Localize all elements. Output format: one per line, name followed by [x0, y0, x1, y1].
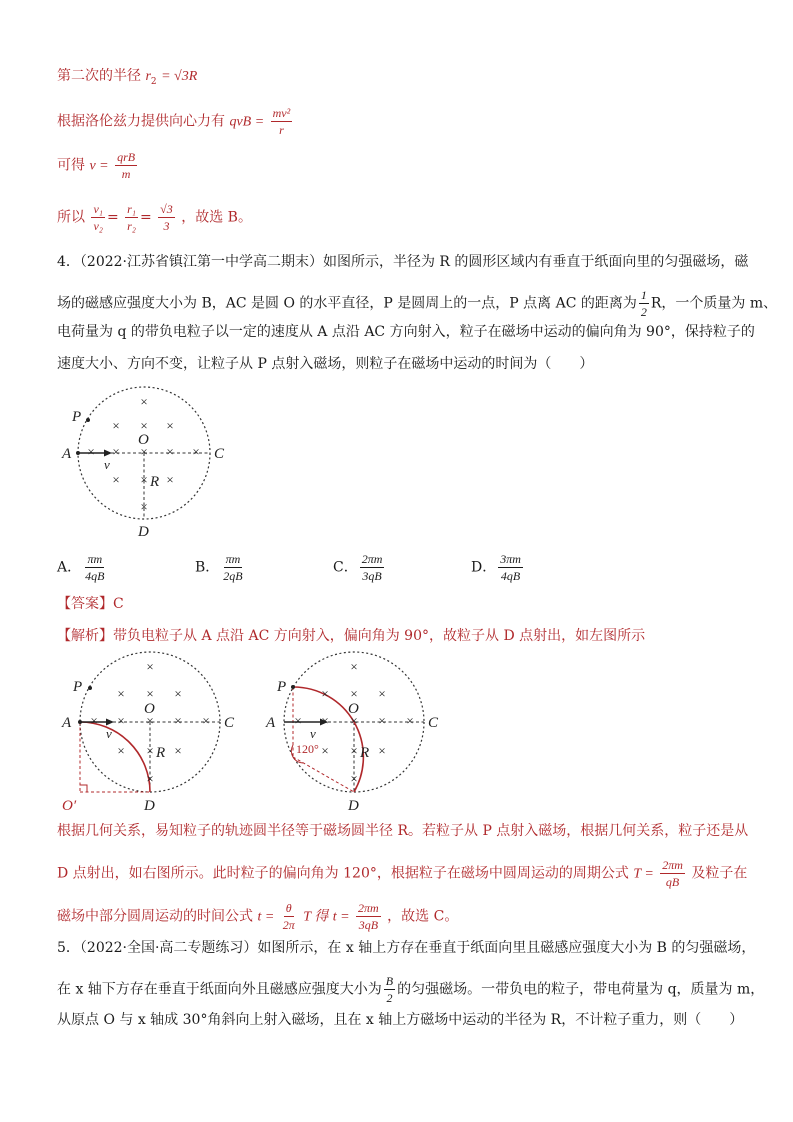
denominator: r₂ [127, 219, 136, 233]
cross: × [117, 685, 125, 701]
formula-lhs: t = [332, 909, 350, 925]
cross: × [112, 417, 120, 433]
label-A: A [62, 446, 72, 462]
option-A[interactable] [57, 552, 108, 583]
numerator: θ [285, 901, 292, 915]
fraction [91, 202, 105, 233]
cross: × [146, 685, 154, 701]
fraction [83, 552, 106, 583]
denominator: 3 [163, 219, 170, 233]
fraction [281, 901, 297, 932]
label-R: R [360, 745, 370, 761]
cross: × [350, 712, 358, 728]
label-C: C [428, 715, 439, 731]
cross: × [140, 393, 148, 409]
q4-text: 场的磁感应强度大小为 B，AC 是圆 O 的水平直径，P 是圆周上的一点，P 点离 AC 的距离为 [57, 295, 637, 312]
denominator: m [121, 167, 131, 181]
denominator: 2π [282, 918, 295, 932]
solution-figure-right [262, 652, 447, 837]
label-A: A [62, 715, 72, 731]
right-angle-mark [80, 785, 87, 792]
denominator: 3qB [362, 569, 382, 583]
fraction [125, 202, 138, 233]
trajectory-arc [80, 722, 150, 792]
sol3-line2 [57, 106, 294, 137]
label-P: P [72, 409, 82, 425]
cross: × [166, 443, 174, 459]
label-O: O [138, 432, 149, 448]
cross: × [294, 712, 302, 728]
cross: × [166, 471, 174, 487]
sol3-rhs: = √3R [161, 69, 198, 84]
analysis-text: D 点射出，如右图所示。此时粒子的偏向角为 120°，根据粒子在磁场中圆周运动的周期公式 [57, 865, 629, 882]
denominator: 4qB [85, 569, 105, 583]
denominator: qB [665, 875, 680, 889]
cross: × [378, 685, 386, 701]
denominator: v₂ [93, 219, 103, 233]
arrow-head [106, 719, 114, 726]
option-label: B． [195, 559, 220, 576]
cross: × [140, 498, 148, 514]
cross: × [350, 685, 358, 701]
q5-line3: 从原点 O 与 x 轴成 30°角斜向上射入磁场，且在 x 轴上方磁场中运动的半径为 R，不计粒子重力，则（ ） [57, 1012, 744, 1028]
cross: × [406, 712, 414, 728]
label-v: v [310, 726, 316, 741]
q4-text: R，一个质量为 m、 [650, 295, 778, 312]
solution-figure-left [58, 652, 233, 837]
option-B[interactable] [195, 552, 247, 583]
option-label: D． [471, 559, 497, 576]
cross: × [112, 471, 120, 487]
sol3-text: 第二次的半径 [57, 68, 141, 84]
analysis-line4 [57, 901, 458, 932]
label-D: D [348, 798, 359, 814]
denominator: 2 [386, 991, 393, 1005]
cross: × [378, 742, 386, 758]
analysis-text: 带负电粒子从 A 点沿 AC 方向射入，偏向角为 90°，故粒子从 D 点射出，如左图所示 [113, 628, 646, 644]
cross: × [146, 742, 154, 758]
denominator: r [279, 123, 284, 137]
numerator: 2πm [361, 552, 383, 566]
q4-line4: 速度大小、方向不变，让粒子从 P 点射入磁场，则粒子在磁场中运动的时间为（ ） [57, 356, 594, 372]
point-P [88, 686, 92, 690]
label-R: R [150, 474, 160, 490]
cross: × [146, 770, 154, 786]
label-P: P [73, 679, 83, 695]
label-R: R [156, 745, 166, 761]
cross: × [140, 443, 148, 459]
formula-mid: T 得 [303, 909, 329, 925]
q5-line1: 5．（2022·全国·高二专题练习）如图所示，在 x 轴上方存在垂直于纸面向里且磁感应强度大小为 B 的匀强磁场， [57, 940, 756, 956]
label-angle: 120° [296, 742, 319, 756]
point-P [86, 418, 90, 422]
denominator: 4qB [500, 569, 521, 583]
radius-line [293, 757, 354, 792]
label-P: P [277, 679, 287, 695]
arrow-head [104, 450, 112, 457]
fraction [360, 552, 385, 583]
label-D: D [144, 798, 155, 814]
q4-line3: 电荷量为 q 的带负电粒子以一定的速度从 A 点沿 AC 方向射入，粒子在磁场中运动的偏向角为 90°，保持粒子的 [57, 324, 755, 340]
numerator: πm [87, 552, 103, 566]
fraction [639, 288, 649, 319]
numerator: 1 [640, 288, 647, 302]
cross: × [140, 417, 148, 433]
cross: × [174, 742, 182, 758]
q5-text: 在 x 轴下方存在垂直于纸面向外且磁感应强度大小为 [57, 981, 382, 998]
fraction [356, 901, 381, 932]
cross: × [87, 443, 95, 459]
option-C[interactable] [333, 552, 386, 583]
analysis-text: 磁场中部分圆周运动的时间公式 [57, 908, 253, 925]
cross: × [321, 685, 329, 701]
cross: × [321, 742, 329, 758]
answer: 【答案】C [57, 596, 124, 612]
analysis-label: 【解析】 [57, 628, 113, 644]
sol3-tail: ，故选 B。 [181, 209, 252, 226]
label-O: O [348, 701, 359, 717]
analysis-tail: ，故选 C。 [387, 908, 459, 925]
point-P [291, 685, 295, 689]
cross: × [350, 770, 358, 786]
cross: × [350, 658, 358, 674]
label-D: D [138, 524, 149, 540]
numerator: qrB [117, 150, 136, 164]
q4-line2 [57, 288, 777, 319]
cross: × [117, 712, 125, 728]
fraction [660, 858, 685, 889]
sol3-text: 可得 [57, 157, 85, 174]
cross: × [321, 712, 329, 728]
numerator: 2πm [358, 901, 379, 915]
sol3-r: r [145, 69, 151, 84]
q5-text: 的匀强磁场。一带负电的粒子，带电荷量为 q，质量为 m， [397, 981, 765, 998]
q5-line2 [57, 974, 764, 1005]
analysis-line3 [57, 858, 747, 889]
analysis-text: 及粒子在 [691, 865, 748, 882]
analysis-line2: 根据几何关系，易知粒子的轨迹圆半径等于磁场圆半径 R。若粒子从 P 点射入磁场，根据几何关系，粒子还是从 [57, 823, 749, 839]
cross: × [192, 443, 200, 459]
numerator: 3πm [500, 552, 521, 566]
cross: × [90, 712, 98, 728]
cross: × [202, 712, 210, 728]
numerator: r₁ [127, 202, 136, 216]
cross: × [112, 443, 120, 459]
label-O: O [144, 701, 155, 717]
formula-lhs: v = [89, 158, 109, 174]
fraction [271, 106, 293, 137]
denominator: 2 [640, 305, 647, 319]
label-A: A [266, 715, 276, 731]
cross: × [117, 742, 125, 758]
cross: × [166, 417, 174, 433]
cross: × [174, 685, 182, 701]
q4-circle-figure [58, 385, 228, 540]
fraction [221, 552, 244, 583]
option-label: A． [57, 559, 82, 576]
numerator: B [385, 974, 394, 988]
fraction [115, 150, 137, 181]
sol3-text: 根据洛伦兹力提供向心力有 [57, 113, 225, 130]
label-v: v [106, 726, 112, 741]
fraction [158, 202, 175, 233]
numerator: √3 [160, 202, 173, 216]
sol3-text: 所以 [57, 209, 85, 226]
fraction [498, 552, 523, 583]
cross: × [140, 471, 148, 487]
sol3-sub: 2 [150, 76, 157, 87]
formula-lhs: T = [633, 866, 654, 882]
q4-line1: 4．（2022·江苏省镇江第一中学高二期末）如图所示，半径为 R 的圆形区域内有垂直于纸面向里的匀强磁场，磁 [57, 254, 749, 270]
denominator: 3qB [358, 918, 379, 932]
numerator: v₁ [93, 202, 103, 216]
cross: × [174, 712, 182, 728]
cross: × [378, 712, 386, 728]
numerator: πm [225, 552, 241, 566]
fraction [384, 974, 395, 1005]
sol3-line4: 所以 $\frac{\text{v₁}}{\text{v₂}}$ = $\frac{\text{r₁}}{\text{r₂}}$ = $\frac{√3}{3}$ ，故选 B。 [57, 202, 252, 233]
sol3-line1 [57, 66, 197, 92]
numerator: 2πm [662, 858, 683, 872]
sol3-line3 [57, 150, 139, 181]
label-v: v [104, 457, 110, 472]
numerator: mv² [272, 106, 291, 120]
analysis-line1 [57, 626, 645, 646]
cross: × [350, 742, 358, 758]
formula-lhs: t = [257, 909, 275, 925]
cross: × [146, 658, 154, 674]
denominator: 2qB [223, 569, 243, 583]
formula-lhs: qvB = [229, 114, 265, 130]
label-C: C [214, 446, 225, 462]
option-label: C． [333, 559, 358, 576]
option-D[interactable] [471, 552, 525, 583]
label-Oprime: O′ [62, 798, 77, 814]
cross: × [146, 712, 154, 728]
label-C: C [224, 715, 235, 731]
